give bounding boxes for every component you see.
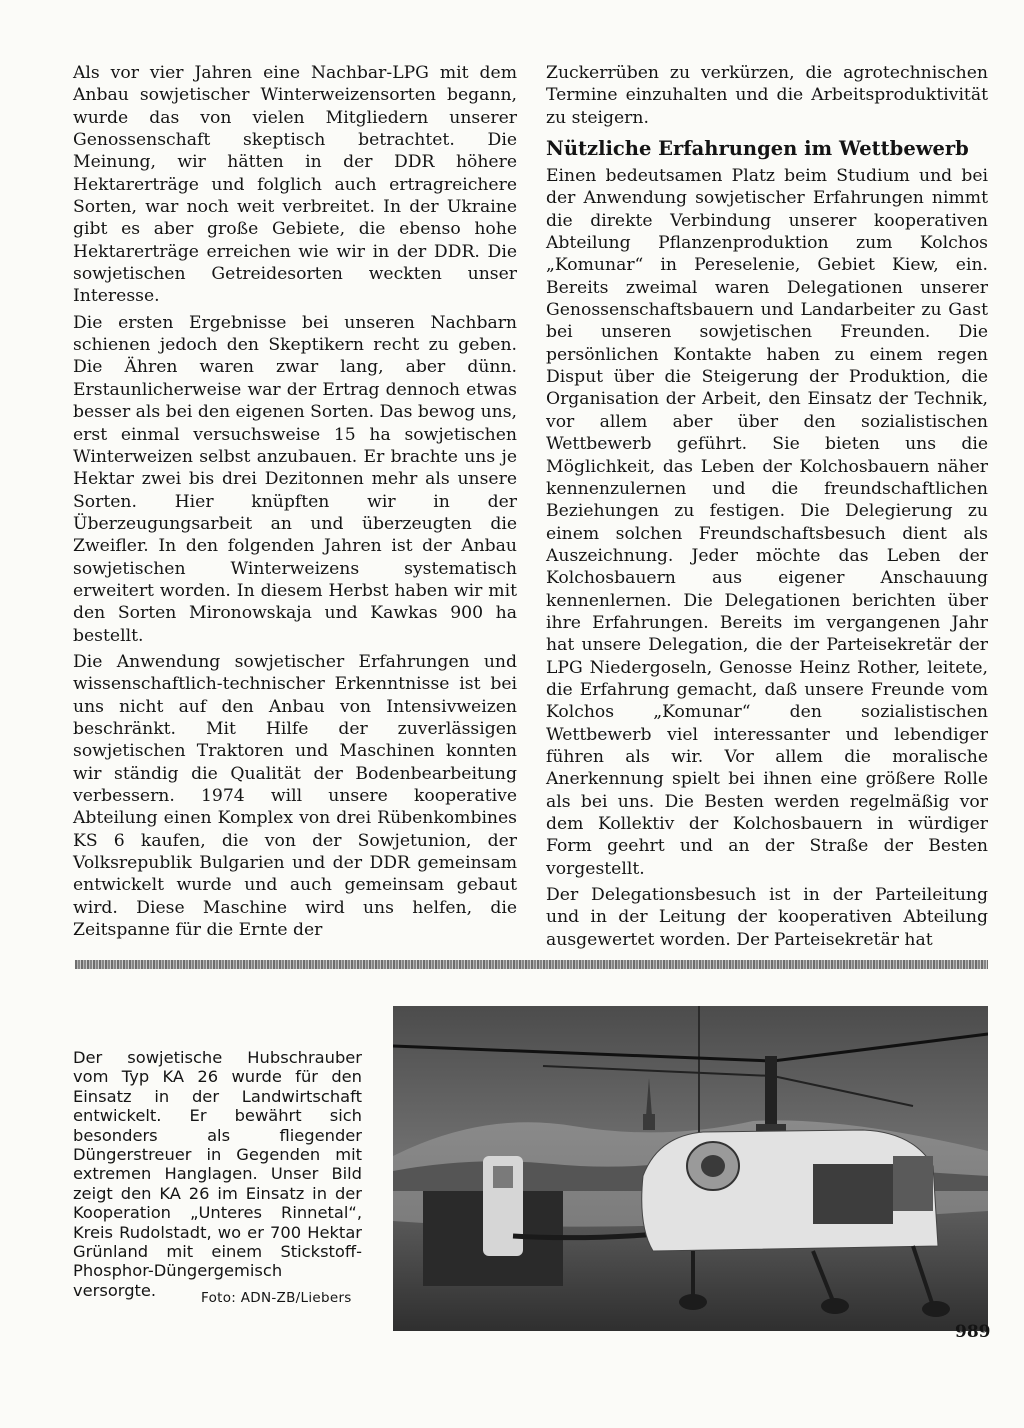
article-right-column (546, 62, 988, 951)
article-left-column (73, 62, 517, 941)
section-divider (75, 960, 988, 969)
paragraph: Zuckerrüben zu verkürzen, die agrotechnischen Termine einzuhalten und die Arbeitsproduktivität zu steigern. (546, 63, 988, 128)
photo-caption: Der sowjetische Hubschrauber vom Typ KA 26 wurde für den Einsatz in der Landwirtschaft entwickelt. Er bewährt sich besonders als fliegender Düngerstreuer in Gegenden mit extremen Hanglagen. Unser Bild zeigt den KA 26 im Einsatz in der Kooperation „Unteres Rinnetal“, Kreis Rudolstadt, wo er 700 Hektar Grünland mit einem Stickstoff-Phosphor-Düngergemisch versorgte. (73, 1048, 362, 1300)
page-number: 989 (955, 1322, 991, 1342)
paragraph: Der Delegationsbesuch ist in der Parteileitung und in der Leitung der kooperativen Abteilung ausgewertet worden. Der Parteisekretär hat (546, 885, 988, 950)
paragraph: Einen bedeutsamen Platz beim Studium und bei der Anwendung sowjetischer Erfahrungen nimmt die direkte Verbindung unserer kooperativen Abteilung Pflanzenproduktion zum Kolchos „Komunar“ in Pereselenie, Gebiet Kiew, ein. Bereits zweimal waren Delegationen unserer Genossenschaftsbauern und Landarbeiter zu Gast bei unseren sowjetischen Freunden. Die persönlichen Kontakte haben zu einem regen Disput über die Steigerung der Produktion, die Organisation der Arbeit, den Einsatz der Technik, vor allem aber über den sozialistischen Wettbewerb geführt. Sie bieten uns die Möglichkeit, das Leben der Kolchosbauern näher kennenzulernen und die freundschaftlichen Beziehungen zu festigen. Die Delegierung zu einem solchen Freundschaftsbesuch dient als Auszeichnung. Jeder möchte das Leben der Kolchosbauern aus eigener Anschauung kennenlernen. Die Delegationen berichten über ihre Erfahrungen. Bereits im vergangenen Jahr hat unsere Delegation, die der Parteisekretär der LPG Niedergoseln, Genosse Heinz Rother, leitete, die Erfahrung gemacht, daß unsere Freunde vom Kolchos „Komunar“ den sozialistischen Wettbewerb viel interessanter und lebendiger führen als wir. Vor allem die moralische Anerkennung spielt bei ihnen eine größere Rolle als bei uns. Die Besten werden regelmäßig vor dem Kollektiv der Kolchosbauern in würdiger Form geehrt und an der Straße der Besten vorgestellt. (546, 166, 988, 879)
paragraph: Die ersten Ergebnisse bei unseren Nachbarn schienen jedoch den Skeptikern recht zu geben. Die Ähren waren zwar lang, aber dünn. Erstaunlicherweise war der Ertrag dennoch etwas besser als bei den eigenen Sorten. Das bewog uns, erst einmal versuchsweise 15 ha sowjetischen Winterweizen selbst anzubauen. Er brachte uns je Hektar zwei bis drei Dezitonnen mehr als unsere Sorten. Hier knüpften wir in der Überzeugungsarbeit an und überzeugten die Zweifler. In den folgenden Jahren ist der Anbau sowjetischen Winterweizens systematisch erweitert worden. In diesem Herbst haben wir mit den Sorten Mironowskaja und Kawkas 900 ha bestellt. (73, 312, 517, 646)
cockpit-window (813, 1164, 893, 1224)
paragraph: Als vor vier Jahren eine Nachbar-LPG mit dem Anbau sowjetischer Winterweizensorten begann, wurde das von vielen Mitgliedern unserer Genossenschaft skeptisch betrachtet. Die Meinung, wir hätten in der DDR höhere Hektarerträge und folglich auch ertragreichere Sorten, war noch weit verbreitet. In der Ukraine gibt es aber große Gebiete, die ebenso hohe Hektarerträge erreichen wie wir in der DDR. Die sowjetischen Getreidesorten weckten unser Interesse. (73, 63, 517, 307)
photo-credit: Foto: ADN-ZB/Liebers (201, 1290, 352, 1306)
paragraph: Die Anwendung sowjetischer Erfahrungen und wissenschaftlich-technischer Erkenntnisse ist bei uns nicht auf den Anbau von Intensivweizen beschränkt. Mit Hilfe der zuverlässigen sowjetischen Traktoren und Maschinen konnten wir ständig die Qualität der Bodenbearbeitung verbessern. 1974 will unsere kooperative Abteilung einen Komplex von drei Rübenkombines KS 6 kaufen, die von der Sowjetunion, der Volksrepublik Bulgarien und der DDR gemeinsam entwickelt wurde und auch gemeinsam gebaut wird. Diese Maschine wird uns helfen, die Zeitspanne für die Ernte der (73, 651, 517, 941)
helicopter-photo (393, 1006, 988, 1331)
section-heading: Nützliche Erfahrungen im Wettbewerb (546, 137, 969, 161)
